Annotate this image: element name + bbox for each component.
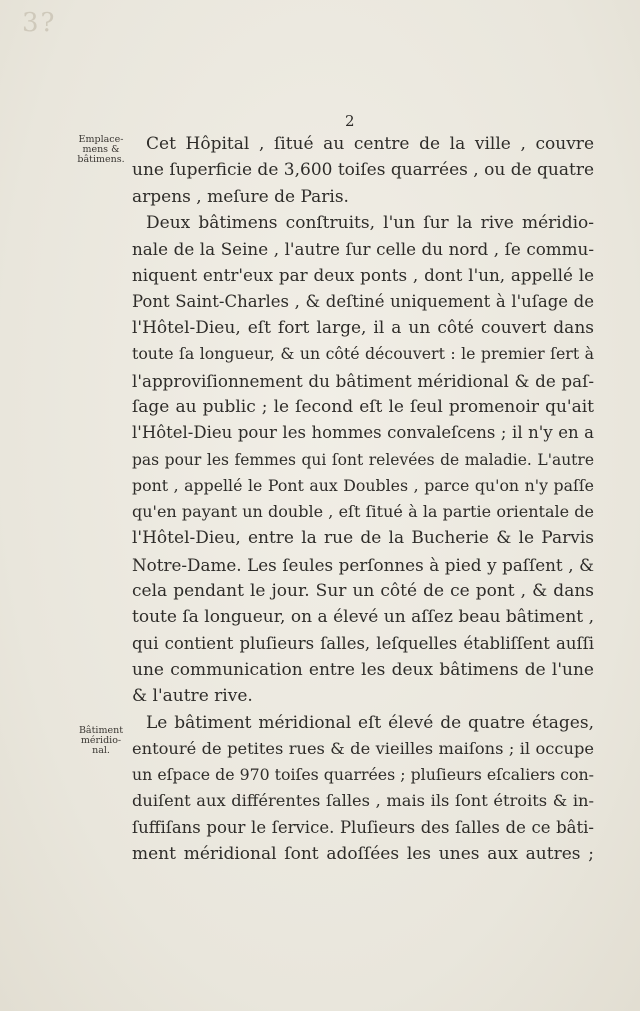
text-line: toute ſa longueur, & un côté découvert : le premier ſert à [132,344,594,364]
text-line: Notre-Dame. Les ſeules perſonnes à pied y paſſent , & [132,554,594,575]
text-line: l'Hôtel-Dieu, entre la rue de la Bucherie & le Parvis [132,528,594,549]
margin-note-batiment [70,726,132,756]
text-line: qui contient pluſieurs ſalles, leſquelles établiſſent auſſi [132,633,594,653]
text-line: toute ſa longueur, on a élevé un aſſez beau bâtiment , [132,607,594,628]
text-line: & l'autre rive. [132,686,253,707]
text-line: entouré de petites rues & de vieilles maiſons ; il occupe [132,738,594,758]
text-line: une communication entre les deux bâtimens de l'une [132,659,594,680]
body-text [132,131,594,867]
text-line: l'Hôtel-Dieu pour les hommes convaleſcens ; il n'y en a [132,423,594,443]
paragraph-2 [132,210,594,710]
margin-note-text: Bâtiment méridio- nal. [78,725,124,756]
text-line: Cet Hôpital , ſitué au centre de la ville , couvre [146,134,594,154]
text-line: pont , appellé le Pont aux Doubles , parce qu'on n'y paſſe [132,475,594,495]
text-line: ſage au public ; le ſecond eſt le ſeul promenoir qu'ait [132,396,594,417]
text-line: cela pendant le jour. Sur un côté de ce pont , & dans [132,581,594,602]
corner-mark: 3? [22,8,57,38]
text-line: Pont Saint-Charles , & deſtiné uniquement à l'uſage de [132,291,594,311]
text-line: l'Hôtel-Dieu, eſt fort large, il a un côté couvert dans [132,318,594,339]
text-line: Deux bâtimens conſtruits, l'un ſur la rive méridio- [146,212,594,233]
text-line: nale de la Seine , l'autre ſur celle du nord , ſe commu- [132,239,594,260]
text-line: duiſent aux différentes ſalles , mais ils ſont étroits & in- [132,791,594,811]
margin-note-text: Emplace- mens & bâtimens. [77,134,125,165]
text-line: qu'en payant un double , eſt ſitué à la partie orientale de [132,502,594,522]
text-line: un eſpace de 970 toiſes quarrées ; pluſieurs eſcaliers con- [132,765,594,785]
text-line: pas pour les femmes qui ſont relevées de maladie. L'autre [132,450,594,469]
text-line: arpens , meſure de Paris. [132,186,349,207]
margin-note-emplacemens [70,135,132,165]
text-line: niquent entr'eux par deux ponts , dont l'un, appellé le [132,265,594,286]
paragraph-1 [132,131,594,210]
page-number: 2 [345,112,355,130]
text-line: ment méridional ſont adoſſées les unes aux autres ; [132,844,594,865]
text-line: ſuffiſans pour le ſervice. Pluſieurs des ſalles de ce bâti- [132,817,594,837]
text-line: l'approviſionnement du bâtiment méridional & de paſ- [132,370,594,391]
text-line: Le bâtiment méridional eſt élevé de quatre étages, [146,712,594,733]
paragraph-3 [132,710,594,868]
text-line: une ſuperficie de 3,600 toiſes quarrées , ou de quatre [132,160,595,181]
